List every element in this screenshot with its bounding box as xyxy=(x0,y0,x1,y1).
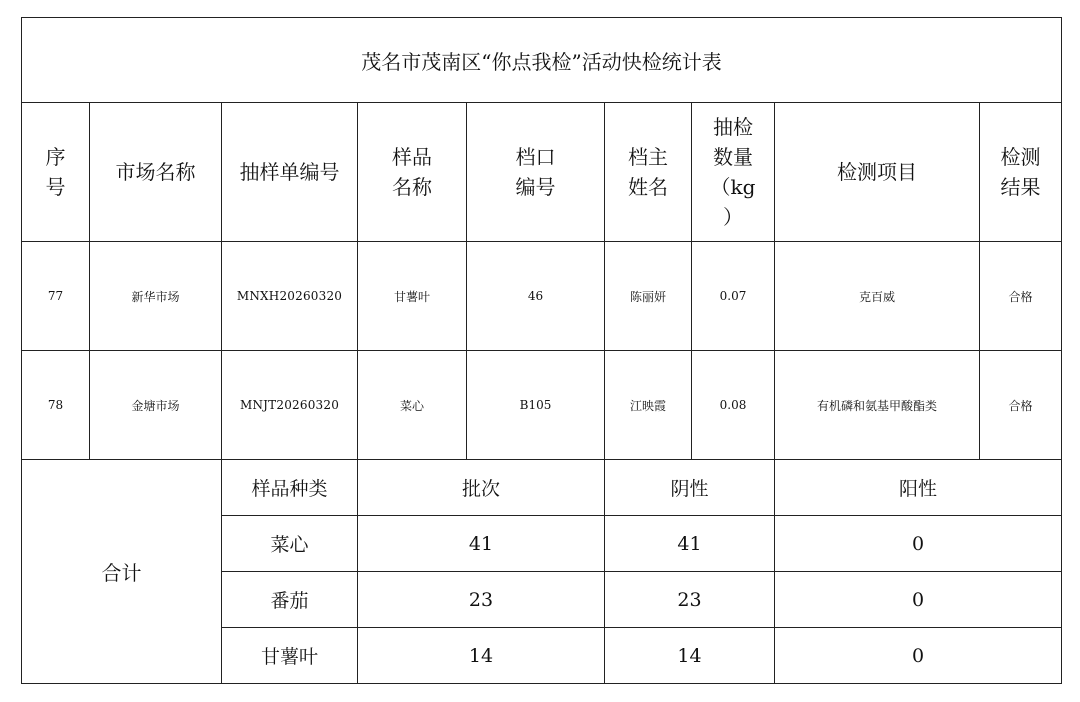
cell-qty: 0.08 xyxy=(692,351,775,460)
cell-items: 克百威 xyxy=(775,242,980,351)
summary-header-kind: 样品种类 xyxy=(222,460,358,516)
summary-positive: 0 xyxy=(775,628,1062,684)
header-items: 检测项目 xyxy=(775,103,980,242)
header-sample-name: 样品 名称 xyxy=(358,103,467,242)
header-stall-no: 档口 编号 xyxy=(467,103,605,242)
cell-qty: 0.07 xyxy=(692,242,775,351)
summary-kind: 番茄 xyxy=(222,572,358,628)
header-sample-no: 抽样单编号 xyxy=(222,103,358,242)
cell-sample-no: MNXH20260320 xyxy=(222,242,358,351)
header-qty: 抽检 数量 （kg ） xyxy=(692,103,775,242)
cell-sample-no: MNJT20260320 xyxy=(222,351,358,460)
summary-kind: 甘薯叶 xyxy=(222,628,358,684)
summary-header-row xyxy=(22,460,1062,516)
header-result: 检测 结果 xyxy=(980,103,1062,242)
cell-result: 合格 xyxy=(980,351,1062,460)
summary-batches: 41 xyxy=(358,516,605,572)
cell-items: 有机磷和氨基甲酸酯类 xyxy=(775,351,980,460)
statistics-table xyxy=(21,17,1062,684)
cell-sample-name: 甘薯叶 xyxy=(358,242,467,351)
table-title: 茂名市茂南区“你点我检”活动快检统计表 xyxy=(22,18,1062,103)
cell-market: 金塘市场 xyxy=(90,351,222,460)
summary-negative: 14 xyxy=(605,628,775,684)
cell-seq: 78 xyxy=(22,351,90,460)
cell-seq: 77 xyxy=(22,242,90,351)
summary-total-label: 合计 xyxy=(22,460,222,684)
header-seq: 序 号 xyxy=(22,103,90,242)
summary-kind: 菜心 xyxy=(222,516,358,572)
summary-header-batches: 批次 xyxy=(358,460,605,516)
table-row xyxy=(22,351,1062,460)
summary-header-negative: 阴性 xyxy=(605,460,775,516)
header-row xyxy=(22,103,1062,242)
cell-owner: 陈丽妍 xyxy=(605,242,692,351)
header-owner: 档主 姓名 xyxy=(605,103,692,242)
cell-stall-no: B105 xyxy=(467,351,605,460)
summary-header-positive: 阳性 xyxy=(775,460,1062,516)
title-row xyxy=(22,18,1062,103)
header-market: 市场名称 xyxy=(90,103,222,242)
cell-stall-no: 46 xyxy=(467,242,605,351)
table-row xyxy=(22,242,1062,351)
statistics-sheet xyxy=(21,17,1062,684)
cell-owner: 江映霞 xyxy=(605,351,692,460)
cell-market: 新华市场 xyxy=(90,242,222,351)
summary-batches: 14 xyxy=(358,628,605,684)
summary-positive: 0 xyxy=(775,516,1062,572)
summary-positive: 0 xyxy=(775,572,1062,628)
summary-batches: 23 xyxy=(358,572,605,628)
summary-negative: 41 xyxy=(605,516,775,572)
summary-negative: 23 xyxy=(605,572,775,628)
cell-result: 合格 xyxy=(980,242,1062,351)
cell-sample-name: 菜心 xyxy=(358,351,467,460)
